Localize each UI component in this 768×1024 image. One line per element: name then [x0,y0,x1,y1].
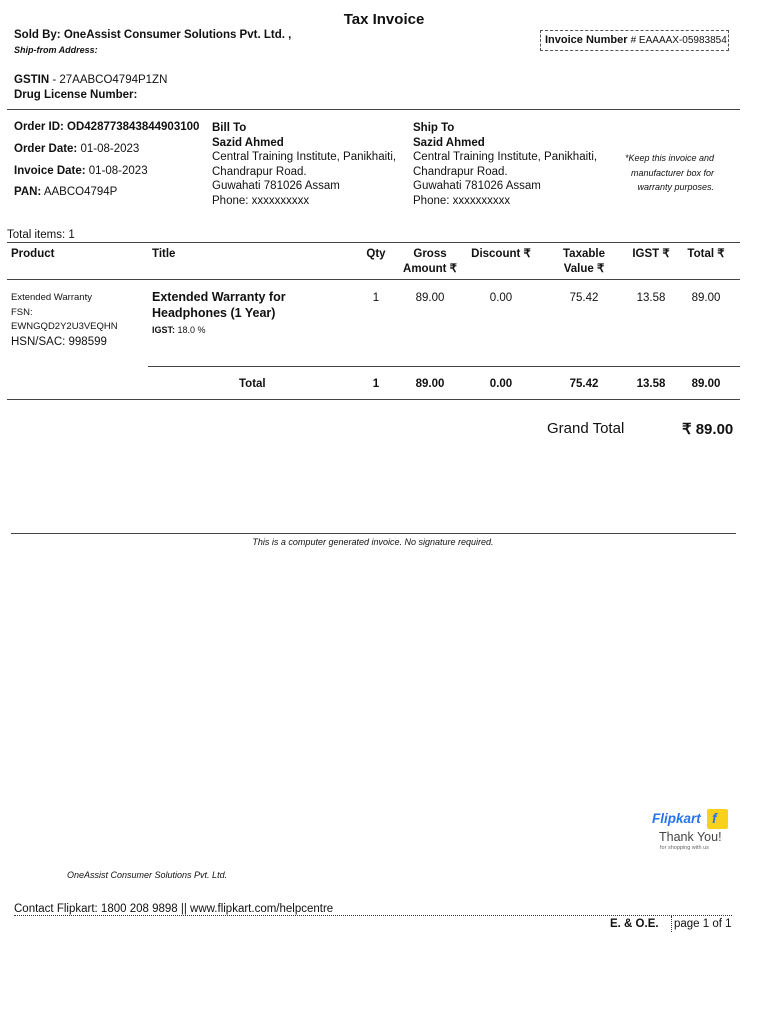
order-id [14,121,199,133]
pan-value: AABCO4794P [41,186,118,198]
flipkart-wordmark: Flipkart [652,811,701,826]
errors-omissions-excepted: E. & O.E. [610,918,659,930]
invoice-date-label: Invoice Date: [14,165,86,177]
contact-flipkart: Contact Flipkart: 1800 208 9898 || www.flipkart.com/helpcentre [14,903,334,915]
bill-to-name: Sazid Ahmed [212,136,284,149]
col-header-igst: IGST ₹ [632,248,670,260]
ship-to-block [413,121,597,208]
pan-label: PAN: [14,186,42,198]
footer-company-name: OneAssist Consumer Solutions Pvt. Ltd. [67,870,228,880]
table-header-rule [7,279,740,280]
computer-generated-note: This is a computer generated invoice. No signature required. [252,537,494,547]
sold-by: Sold By: OneAssist Consumer Solutions Pvt. Ltd. , [14,29,292,41]
igst-rate-value: 18.0 % [175,325,206,335]
totals-total: 89.00 [691,378,721,390]
ship-to-line: Guwahati 781026 Assam [413,180,541,192]
ship-to-name: Sazid Ahmed [413,136,485,149]
row-total: 89.00 [691,292,721,304]
col-header-gross-amount: Gross Amount ₹ [403,248,457,275]
col-header-total: Total ₹ [687,248,725,260]
footer-note-rule [11,533,736,534]
row-gross-amount: 89.00 [415,292,445,304]
flipkart-bag-glyph: f [712,810,717,826]
ship-to-line: Chandrapur Road. [413,165,508,178]
page-divider [671,916,672,932]
invoice-date [14,165,148,177]
bill-to-line: Central Training Institute, Panikhaiti, [212,151,397,163]
totals-qty: 1 [372,378,380,390]
thank-you-text: Thank You! [659,830,722,844]
item-title: Extended Warranty for Headphones (1 Year) [152,290,286,320]
pan [14,186,117,198]
bill-to-phone: Phone: xxxxxxxxxx [212,194,310,207]
order-date [14,143,139,155]
row-qty: 1 [372,292,380,304]
col-header-title: Title [152,248,176,260]
invoice-date-value: 01-08-2023 [85,165,148,177]
totals-igst: 13.58 [636,378,666,390]
igst-rate-label: IGST: [152,325,176,335]
totals-top-rule [148,366,740,367]
title-cell [152,290,322,338]
invoice-title: Tax Invoice [343,11,425,28]
totals-gross-amount: 89.00 [415,378,445,390]
drug-license-number: Drug License Number: [14,89,138,101]
table-bottom-rule [7,399,740,400]
flipkart-bag-icon [707,809,728,829]
order-date-label: Order Date: [14,143,78,155]
flipkart-logo [650,808,730,856]
fsn-label: FSN: [11,306,33,318]
header-divider [7,109,740,110]
gstin-value: - 27AABCO4794P1ZN [49,74,168,86]
bill-to-line: Guwahati 781026 Assam [212,180,340,192]
gstin-label: GSTIN [14,74,50,86]
grand-total-value: ₹ 89.00 [682,421,734,438]
col-header-discount: Discount ₹ [471,248,531,260]
thank-you-subtext: for shopping with us [660,845,709,851]
igst-rate [152,323,322,338]
ship-from-address-label: Ship-from Address: [14,45,98,55]
col-header-taxable-value: Taxable Value ₹ [563,248,605,275]
table-top-rule [7,242,740,243]
total-items: Total items: 1 [7,229,75,241]
invoice-number-box [540,30,729,51]
fsn-value: EWNGQD2Y2U3VEQHN [11,321,118,332]
grand-total-label: Grand Total [547,420,625,437]
product-cell [11,291,118,349]
totals-taxable-value: 75.42 [569,378,599,390]
gstin [14,74,167,86]
bill-to-block [212,121,396,208]
col-header-product: Product [11,248,55,260]
ship-to-heading: Ship To [413,122,455,134]
hsn-sac: HSN/SAC: 998599 [11,335,107,348]
row-taxable-value: 75.42 [569,292,599,304]
invoice-number-label: Invoice Number [545,34,628,46]
warranty-keep-note: *Keep this invoice and manufacturer box for warranty purposes. [624,153,714,192]
product-name: Extended Warranty [11,292,92,303]
row-igst: 13.58 [636,292,666,304]
order-id-value: OD428773843844903100 [63,121,200,133]
totals-discount: 0.00 [489,378,513,390]
col-header-qty: Qty [366,248,386,260]
footer-dotted-rule [14,915,732,916]
bill-to-line: Chandrapur Road. [212,165,307,178]
ship-to-line: Central Training Institute, Panikhaiti, [413,151,598,163]
invoice-number-value: # EAAAAX-05983854 [630,35,727,46]
row-discount: 0.00 [489,292,513,304]
totals-label: Total [239,378,266,390]
order-date-value: 01-08-2023 [77,143,140,155]
page-number: page 1 of 1 [674,918,732,930]
bill-to-heading: Bill To [212,122,247,134]
ship-to-phone: Phone: xxxxxxxxxx [413,194,511,207]
order-id-label: Order ID: [14,121,64,133]
